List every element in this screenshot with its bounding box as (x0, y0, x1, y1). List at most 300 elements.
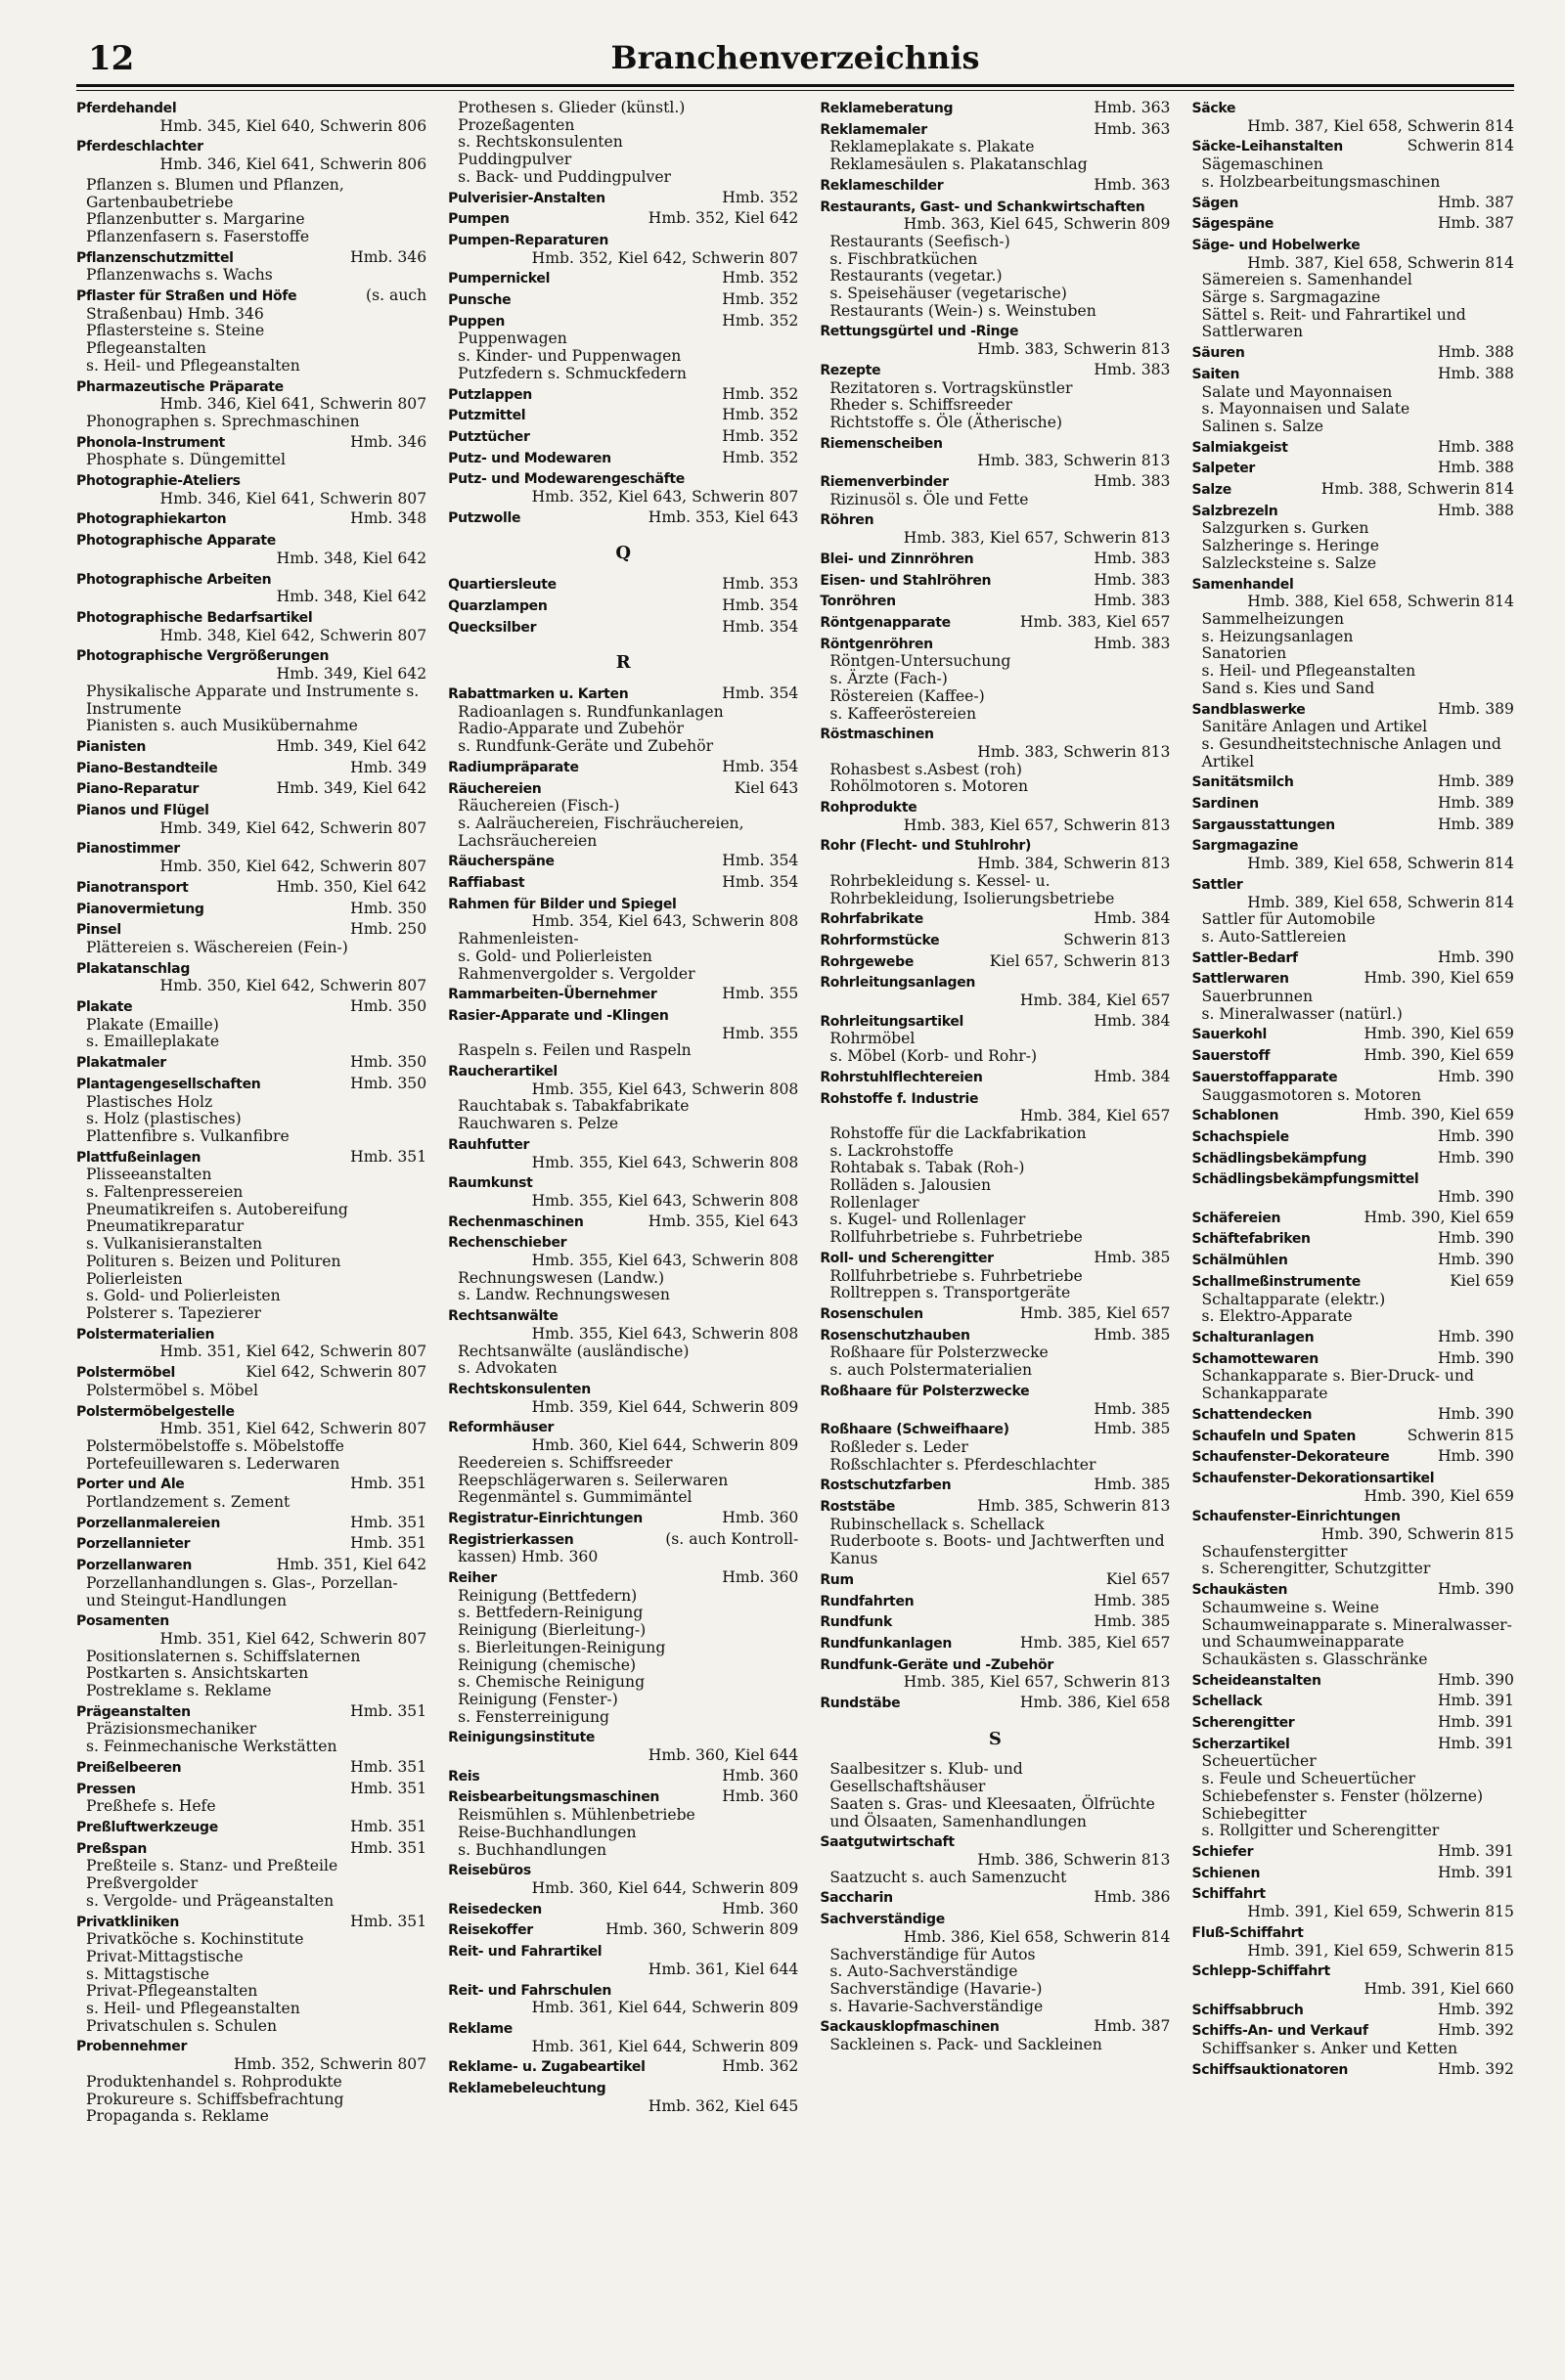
entry-line: Rechnungswesen (Landw.) (458, 1268, 665, 1287)
entry-line: Präzisionsmechaniker (86, 1720, 257, 1739)
entry-heading: Säuren (1191, 345, 1245, 362)
entry-heading: Pressen (76, 1781, 136, 1797)
entry-heading: Photographische Apparate (76, 533, 276, 550)
directory-entry (820, 932, 1170, 950)
entry-reference: Hmb. 392 (1437, 2059, 1514, 2078)
entry-heading: Raffiabast (448, 875, 525, 892)
entry-line: s. Gold- und Polierleisten (86, 1287, 281, 1305)
entry-reference: Hmb. 390, Kiel 659 (1364, 1046, 1514, 1065)
directory-entry (820, 551, 1170, 569)
entry-heading: Riemenverbinder (820, 474, 949, 491)
entry-line: s. Kinder- und Puppenwagen (458, 347, 682, 366)
entry-line: Portefeuillewaren s. Lederwaren (86, 1454, 340, 1473)
entry-line: Hmb. 383, Schwerin 813 (977, 742, 1171, 761)
entry-line: Hmb. 345, Kiel 640, Schwerin 806 (159, 116, 427, 135)
entry-line: Phonographen s. Sprechmaschinen (86, 412, 360, 430)
directory-entry (1191, 1865, 1514, 1883)
entry-heading: Privatkliniken (76, 1914, 180, 1930)
entry-heading: Sachverständige (820, 1912, 945, 1928)
entry-reference: Hmb. 363 (1094, 175, 1171, 194)
directory-entry (76, 738, 426, 757)
directory-entry (820, 1250, 1170, 1302)
entry-reference: (s. auch (366, 286, 427, 305)
entry-reference: Hmb. 385 (1094, 1325, 1171, 1344)
directory-entry (448, 576, 798, 595)
entry-heading: Rohprodukte (820, 800, 917, 816)
entry-line: s. Heil- und Pflegeanstalten (86, 356, 300, 375)
entry-line: Reise-Buchhandlungen (458, 1823, 637, 1841)
directory-entry (76, 1403, 426, 1474)
directory-entry (1191, 1672, 1514, 1691)
entry-heading: Röhren (820, 512, 874, 529)
entry-heading: Photographische Vergrößerungen (76, 648, 330, 665)
directory-entry (1191, 837, 1514, 872)
entry-reference: Hmb. 388 (1437, 343, 1514, 362)
entry-heading: Rosenschutzhauben (820, 1327, 970, 1344)
entry-line: Rohölmotoren s. Motoren (829, 777, 1029, 796)
entry-heading: Scherengitter (1191, 1715, 1295, 1732)
directory-entry (1191, 1428, 1514, 1446)
entry-line: s. Heil- und Pflegeanstalten (1201, 662, 1416, 681)
entry-heading: Reis (448, 1768, 480, 1785)
entry-line: Hmb. 390, Schwerin 815 (1320, 1525, 1514, 1544)
directory-entry (448, 1213, 798, 1232)
entry-line: Regenmäntel s. Gummimäntel (458, 1488, 693, 1507)
entry-heading: Rohrleitungsartikel (820, 1013, 964, 1030)
entry-heading: Reisebüros (448, 1863, 531, 1879)
directory-entry (1191, 1406, 1514, 1425)
directory-entry (448, 428, 798, 447)
entry-line: Salzheringe s. Heringe (1201, 537, 1380, 555)
section-letter: R (615, 652, 631, 674)
page-title: Branchenverzeichnis (610, 39, 980, 76)
entry-line: s. Fischbratküchen (829, 249, 978, 268)
directory-entry (76, 1515, 426, 1533)
entry-reference: Hmb. 250 (350, 920, 427, 939)
entry-line: Reismühlen s. Mühlenbetriebe (458, 1806, 695, 1825)
entry-heading: Rasier-Apparate und -Klingen (448, 1007, 669, 1024)
entry-line: Polsterer s. Tapezierer (86, 1304, 262, 1322)
directory-entry (820, 953, 1170, 972)
entry-line: Richtstoffe s. Öle (Ätherische) (829, 413, 1063, 431)
entry-line: Hmb. 348, Kiel 642 (276, 588, 427, 606)
entry-heading: Saatgutwirtschaft (820, 1834, 955, 1851)
entry-line: s. Auto-Sachverständige (829, 1962, 1018, 1981)
directory-entry (1191, 1470, 1514, 1505)
entry-line: Hmb. 389, Kiel 658, Schwerin 814 (1247, 855, 1514, 873)
directory-entry (448, 1788, 798, 1859)
entry-line: Hmb. 355 (722, 1024, 799, 1042)
entry-heading: Registratur-Einrichtungen (448, 1510, 643, 1526)
directory-entry (1191, 1508, 1514, 1578)
entry-heading: Rammarbeiten-Übernehmer (448, 987, 657, 1003)
entry-line: Hmb. 360, Kiel 644 (648, 1746, 799, 1765)
entry-reference: Hmb. 390 (1437, 1148, 1514, 1167)
directory-entry (820, 837, 1170, 907)
entry-heading: Puppen (448, 313, 506, 330)
entry-heading: Salpeter (1191, 461, 1256, 477)
entry-reference: Hmb. 352 (722, 188, 799, 206)
entry-line: Hmb. 352, Kiel 643, Schwerin 807 (531, 488, 799, 507)
entry-heading: Quarzlampen (448, 597, 548, 614)
directory-entry (76, 879, 426, 898)
entry-heading: Plakate (76, 999, 133, 1016)
entry-line: s. Möbel (Korb- und Rohr-) (829, 1047, 1038, 1066)
entry-line: Rauchwaren s. Pelze (458, 1115, 619, 1133)
entry-reference: Hmb. 390 (1437, 1126, 1514, 1145)
entry-reference: Hmb. 349, Kiel 642 (276, 779, 427, 798)
directory-entry (76, 901, 426, 919)
entry-line: Reklamesäulen s. Plakatanschlag (829, 155, 1088, 174)
entry-line: Schaumweinapparate s. Mineralwasser- und Schaumweinapparate (1201, 1615, 1512, 1652)
entry-heading: Rohrformstücke (820, 932, 940, 948)
entry-heading: Porzellannieter (76, 1536, 191, 1553)
entry-line: Sättel s. Reit- und Fahrartikel und Sattlerwaren (1201, 305, 1466, 341)
entry-line: s. Lackrohstoffe (829, 1141, 954, 1160)
directory-entry (1191, 1448, 1514, 1467)
directory-entry (448, 1174, 798, 1210)
entry-line: Hmb. 355, Kiel 643, Schwerin 808 (531, 1324, 799, 1343)
directory-entry (1191, 1581, 1514, 1669)
entry-heading: Preißelbeeren (76, 1759, 182, 1776)
entry-heading: Schaufenster-Dekorationsartikel (1191, 1470, 1435, 1486)
entry-line: Reinigung (Fenster-) (458, 1690, 618, 1708)
entry-reference: Hmb. 385 (1094, 1476, 1171, 1494)
entry-line: Saaten s. Gras- und Kleesaaten, Ölfrüchte und Ölsaaten, Samenhandlungen (829, 1794, 1155, 1830)
directory-entry (820, 177, 1170, 196)
entry-reference: Hmb. 351, Kiel 642 (276, 1556, 427, 1574)
directory-entry (1191, 795, 1514, 814)
directory-entry (820, 1911, 1170, 2015)
entry-reference: Hmb. 383 (1094, 634, 1171, 652)
directory-entry (448, 1234, 798, 1304)
directory-entry (1191, 1273, 1514, 1326)
entry-line: Hmb. 361, Kiel 644, Schwerin 809 (531, 2037, 799, 2055)
entry-reference: Hmb. 350 (350, 1053, 427, 1072)
entry-reference: Kiel 659 (1450, 1271, 1514, 1290)
entry-heading: Sargmagazine (1191, 838, 1299, 855)
entry-line: s. Feule und Scheuertücher (1201, 1770, 1416, 1788)
entry-reference: Hmb. 351 (350, 1912, 427, 1930)
entry-heading: Tonröhren (820, 594, 896, 610)
entry-line: Reepschlägerwaren s. Seilerwaren (458, 1471, 729, 1489)
directory-entry (820, 1327, 1170, 1380)
entry-line: Schiebefenster s. Fenster (hölzerne) (1201, 1786, 1484, 1805)
entry-heading: Säcke-Leihanstalten (1191, 139, 1343, 155)
entry-line: s. Rollgitter und Scherengitter (1201, 1822, 1440, 1840)
entry-line: s. auch Polstermaterialien (829, 1361, 1033, 1380)
columns (76, 100, 1514, 2347)
directory-entry (76, 571, 426, 606)
entry-line: Roßschlachter s. Pferdeschlachter (829, 1455, 1096, 1474)
entry-line: Salinen s. Salze (1201, 417, 1324, 435)
directory-entry (76, 1557, 426, 1609)
entry-line: s. Buchhandlungen (458, 1840, 607, 1859)
entry-reference: Hmb. 392 (1437, 2000, 1514, 2018)
directory-entry (76, 960, 426, 995)
entry-line: s. Bierleitungen-Reinigung (458, 1638, 666, 1656)
entry-line: Hmb. 391, Kiel 660 (1364, 1979, 1514, 1998)
directory-entry (820, 121, 1170, 174)
entry-heading: Reiher (448, 1570, 497, 1587)
entry-line: Hmb. 383, Schwerin 813 (977, 452, 1171, 470)
entry-line: Sämereien s. Samenhandel (1201, 271, 1412, 289)
entry-line: s. Bettfedern-Reinigung (458, 1604, 644, 1622)
entry-reference: Hmb. 352 (722, 426, 799, 445)
entry-line: Privat-Mittagstische (86, 1947, 244, 1965)
directory-entry (76, 2038, 426, 2126)
directory-entry (820, 100, 1170, 118)
entry-reference: Hmb. 390, Kiel 659 (1364, 1025, 1514, 1043)
directory-entry (820, 726, 1170, 796)
entry-line: Preßteile s. Stanz- und Preßteile (86, 1857, 338, 1875)
entry-heading: Plakatmaler (76, 1055, 166, 1072)
directory-entry (1191, 195, 1514, 213)
entry-heading: Putzlappen (448, 386, 532, 403)
entry-heading: Schiffs-An- und Verkauf (1191, 2023, 1368, 2040)
entry-line: s. Speisehäuser (vegetarische) (829, 285, 1067, 303)
entry-heading: Rum (820, 1571, 854, 1588)
page-number: 12 (88, 39, 135, 78)
entry-line: Plastisches Holz (86, 1092, 213, 1111)
entry-heading: Schiffsauktionatoren (1191, 2061, 1349, 2078)
entry-line: Pflegeanstalten (86, 339, 206, 358)
directory-entry (820, 572, 1170, 591)
entry-line: Rohstoffe für die Lackfabrikation (829, 1124, 1087, 1142)
entry-heading: Probennehmer (76, 2039, 188, 2055)
entry-line: Salate und Mayonnaisen (1201, 382, 1393, 401)
directory-entry (448, 2080, 798, 2115)
entry-heading: Schalturanlagen (1191, 1330, 1315, 1345)
entry-reference: Hmb. 346 (350, 247, 427, 266)
entry-reference: Hmb. 360 (722, 1787, 799, 1806)
entry-heading: Sauerstoff (1191, 1048, 1271, 1065)
entry-line: s. Mineralwasser (natürl.) (1201, 1004, 1403, 1023)
entry-line: Hmb. 350, Kiel 642, Schwerin 807 (159, 977, 427, 995)
directory-entry (448, 386, 798, 405)
entry-heading: Sattlerwaren (1191, 971, 1289, 988)
entry-reference: Kiel 657, Schwerin 813 (989, 951, 1171, 970)
directory-entry (820, 593, 1170, 611)
entry-line: Produktenhandel s. Rohprodukte (86, 2072, 342, 2091)
entry-line: Schiebegitter (1201, 1804, 1307, 1823)
entry-heading: Säcke (1191, 101, 1236, 116)
directory-entry (448, 986, 798, 1004)
entry-line: Polituren s. Beizen und Polituren (86, 1252, 341, 1270)
entry-heading: Photographische Arbeiten (76, 571, 272, 588)
entry-line: Preßhefe s. Hefe (86, 1797, 216, 1816)
entry-reference: Hmb. 385, Schwerin 813 (977, 1497, 1171, 1516)
directory-entry (1191, 701, 1514, 771)
entry-reference: Hmb. 352 (722, 448, 799, 466)
directory-entry (1191, 2022, 1514, 2057)
entry-heading: Rohstoffe f. Industrie (820, 1090, 979, 1107)
entry-reference: Hmb. 386 (1094, 1888, 1171, 1907)
entry-line: Pflanzenwachs s. Wachs (86, 266, 273, 285)
entry-reference: Hmb. 391 (1437, 1863, 1514, 1881)
entry-line: Sammelheizungen (1201, 609, 1345, 628)
entry-heading: Polstermöbelgestelle (76, 1403, 235, 1420)
entry-line: Plisseeanstalten (86, 1166, 212, 1184)
directory-entry (1191, 1047, 1514, 1066)
directory-entry (448, 874, 798, 893)
entry-reference: Hmb. 390 (1437, 1404, 1514, 1423)
entry-line: Straßenbau) Hmb. 346 (86, 304, 264, 323)
entry-reference: Hmb. 352 (722, 290, 799, 309)
entry-heading: Roll- und Scherengitter (820, 1250, 994, 1266)
column-2 (448, 100, 798, 2347)
directory-entry (820, 511, 1170, 547)
entry-line: Rolltreppen s. Transportgeräte (829, 1284, 1071, 1302)
entry-reference: Hmb. 390 (1437, 1447, 1514, 1466)
entry-line: s. Landw. Rechnungswesen (458, 1286, 670, 1304)
entry-line: Hmb. 360, Kiel 644, Schwerin 809 (531, 1436, 799, 1455)
header-rule (76, 84, 1514, 87)
entry-line: Restaurants (Wein-) s. Weinstuben (829, 301, 1096, 320)
entry-heading: Phonola-Instrument (76, 434, 225, 451)
entry-reference: Hmb. 390, Kiel 659 (1364, 1106, 1514, 1124)
entry-heading: Putz- und Modewaren (448, 450, 611, 466)
entry-reference: Hmb. 387 (1094, 2017, 1171, 2036)
directory-entry (448, 313, 798, 383)
entry-line: Radio-Apparate und Zubehör (458, 720, 684, 738)
entry-line: Hmb. 390 (1437, 1188, 1514, 1207)
entry-line: Sauerbrunnen (1201, 988, 1314, 1006)
entry-line: Pneumatikreparatur (86, 1217, 245, 1236)
entry-heading: Schiffsabbruch (1191, 2002, 1304, 2018)
directory-entry (820, 1889, 1170, 1908)
entry-heading: Roststäbe (820, 1499, 896, 1516)
entry-reference: Hmb. 351 (350, 1147, 427, 1166)
entry-line: Pflanzenbutter s. Margarine (86, 210, 305, 229)
entry-line: s. Kugel- und Rollenlager (829, 1211, 1026, 1229)
directory-entry (1191, 1170, 1514, 1206)
directory-entry (1191, 876, 1514, 947)
entry-line: Polstermöbelstoffe s. Möbelstoffe (86, 1436, 344, 1455)
entry-line: Hmb. 361, Kiel 644, Schwerin 809 (531, 1999, 799, 2017)
entry-heading: Schaufeln und Spaten (1191, 1428, 1356, 1444)
entry-heading: Sandblaswerke (1191, 701, 1306, 718)
entry-line: s. Holz (plastisches) (86, 1110, 242, 1128)
entry-heading: Sardinen (1191, 796, 1259, 813)
entry-reference: Hmb. 360, Schwerin 809 (605, 1920, 799, 1939)
directory-entry (820, 1613, 1170, 1632)
entry-reference: Hmb. 383 (1094, 472, 1171, 491)
entry-line: Saalbesitzer s. Klub- und Gesellschaftshäuser (829, 1760, 1023, 1796)
entry-heading: Sackausklopfmaschinen (820, 2019, 1000, 2036)
directory-entry (76, 378, 426, 431)
entry-heading: Reit- und Fahrartikel (448, 1944, 603, 1961)
directory-entry (76, 921, 426, 956)
entry-reference: Hmb. 390 (1437, 1328, 1514, 1345)
entry-heading: Porzellanwaren (76, 1558, 192, 1574)
entry-reference: Hmb. 384 (1094, 909, 1171, 928)
entry-heading: Porzellanmalereien (76, 1515, 221, 1531)
directory-entry (76, 840, 426, 875)
entry-line: Porzellanhandlungen s. Glas-, Porzellan- und Steingut-Handlungen (86, 1573, 398, 1609)
entry-heading: Pianisten (76, 738, 147, 755)
entry-reference: Hmb. 351 (350, 1701, 427, 1720)
entry-reference: Hmb. 390 (1437, 1229, 1514, 1248)
directory-entry (76, 100, 426, 135)
entry-line: Rohrmöbel (829, 1030, 916, 1048)
entry-heading: Reisbearbeitungsmaschinen (448, 1789, 660, 1806)
directory-entry (1191, 2002, 1514, 2020)
directory-entry (448, 407, 798, 425)
entry-line: Privat-Pflegeanstalten (86, 1982, 258, 2001)
entry-heading: Rohrfabrikate (820, 911, 923, 928)
entry-line: Rohasbest s.Asbest (roh) (829, 760, 1022, 778)
directory-entry (448, 509, 798, 528)
entry-line: Sand s. Kies und Sand (1201, 679, 1375, 697)
entry-line: Hmb. 346, Kiel 641, Schwerin 807 (159, 395, 427, 414)
directory-entry (820, 1656, 1170, 1692)
entry-heading: Rundfahrten (820, 1593, 915, 1609)
entry-heading: Pferdehandel (76, 101, 177, 116)
directory-entry (820, 1069, 1170, 1087)
entry-reference: Hmb. 350 (350, 997, 427, 1016)
entry-heading: Rundstäbe (820, 1696, 901, 1712)
entry-reference: Hmb. 354 (722, 873, 799, 892)
entry-heading: Restaurants, Gast- und Schankwirtschaften (820, 198, 1145, 215)
entry-line: Hmb. 354, Kiel 643, Schwerin 808 (531, 912, 799, 931)
directory-entry (76, 1703, 426, 1756)
entry-reference: Hmb. 388, Schwerin 814 (1320, 480, 1514, 499)
entry-heading: Plantagengesellschaften (76, 1076, 261, 1092)
directory-entry (820, 1635, 1170, 1653)
entry-reference: Hmb. 349 (350, 758, 427, 776)
entry-reference: Hmb. 354 (722, 595, 799, 614)
entry-reference: Hmb. 389 (1437, 794, 1514, 813)
entry-line: Sackleinen s. Pack- und Sackleinen (829, 2036, 1102, 2054)
directory-entry (1191, 576, 1514, 698)
directory-entry (820, 473, 1170, 508)
entry-line: s. Feinmechanische Werkstätten (86, 1738, 337, 1756)
entry-reference: Hmb. 385 (1094, 1420, 1171, 1438)
directory-entry (1191, 1693, 1514, 1711)
entry-reference: Hmb. 352 (722, 269, 799, 287)
entry-line: Hmb. 384, Kiel 657 (1019, 1107, 1171, 1125)
entry-line: s. Advokaten (458, 1359, 558, 1378)
entry-heading: Pinsel (76, 922, 121, 939)
entry-line: Hmb. 386, Schwerin 813 (977, 1850, 1171, 1869)
entry-reference: Hmb. 353 (722, 575, 799, 594)
entry-heading: Pflanzenschutzmittel (76, 249, 234, 266)
entry-reference: Hmb. 354 (722, 683, 799, 702)
entry-heading: Rezepte (820, 362, 881, 378)
entry-line: Saatzucht s. auch Samenzucht (829, 1868, 1067, 1886)
entry-heading: Reklame (448, 2020, 513, 2037)
entry-line: Portlandzement s. Zement (86, 1493, 291, 1512)
directory-entry (1191, 1843, 1514, 1862)
entry-line: Sauggasmotoren s. Motoren (1201, 1085, 1421, 1104)
entry-line: Rohrbekleidung s. Kessel- u. Rohrbekleidung, Isolierungsbetriebe (829, 871, 1115, 907)
entry-heading: Schaukästen (1191, 1582, 1288, 1599)
entry-line: Pneumatikreifen s. Autobereifung (86, 1200, 348, 1218)
directory-entry (820, 362, 1170, 432)
entry-heading: Rohrleitungsanlagen (820, 975, 976, 992)
entry-heading: Pianovermietung (76, 901, 204, 917)
entry-line: Hmb. 359, Kiel 644, Schwerin 809 (531, 1397, 799, 1416)
entry-reference: (s. auch Kontroll- (665, 1529, 799, 1548)
entry-reference: Hmb. 351 (350, 1534, 427, 1553)
entry-reference: Hmb. 351 (350, 1757, 427, 1776)
directory-entry (76, 1819, 426, 1837)
entry-heading: Pumpen (448, 211, 510, 228)
entry-heading: Porter und Ale (76, 1476, 185, 1493)
entry-line: Hmb. 351, Kiel 642, Schwerin 807 (159, 1343, 427, 1361)
directory-entry (820, 636, 1170, 724)
